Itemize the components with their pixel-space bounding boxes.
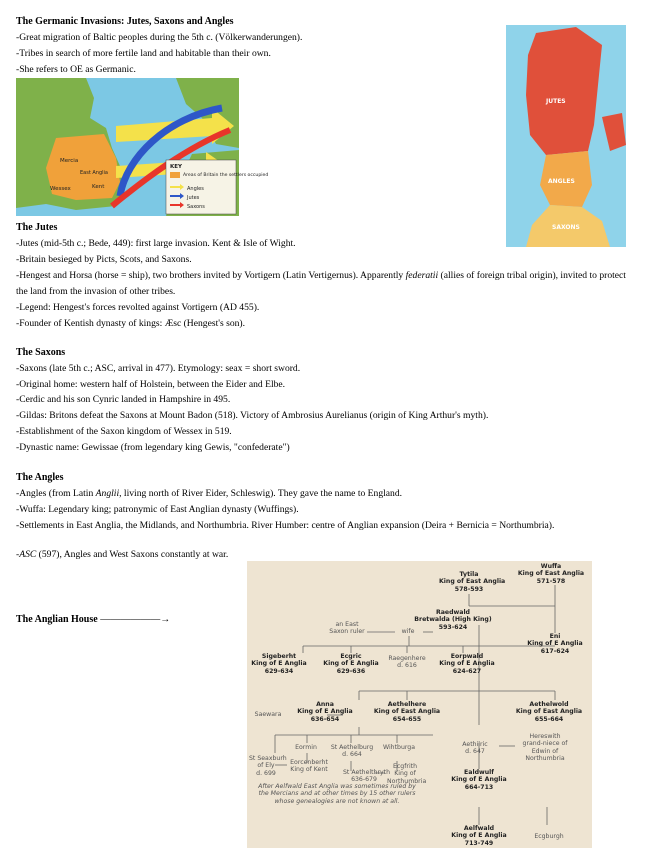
tree-footnote: After Aelfwald East Anglia was sometimes ruled by the Mercians and at other times by 15 other rulers whose genealogies are not known at all. bbox=[258, 783, 416, 805]
text-line: -Great migration of Baltic peoples during the 5th c. (Völkerwanderungen). bbox=[16, 32, 303, 43]
text-paragraph: -Hengest and Horsa (horse = ship), two brothers invited by Vortigern (Latin Vertigernus). Apparently federatii (allies of foreign tribal origin), invited to protect the land from the invasion of other tribes. bbox=[16, 270, 626, 297]
tree-node-eni: Eni King of E Anglia 617-624 bbox=[527, 633, 583, 655]
anglian-family-tree bbox=[247, 561, 592, 848]
key-title: KEY bbox=[170, 164, 183, 170]
text-line: -ASC (597), Angles and West Saxons constantly at war. bbox=[16, 549, 229, 560]
key-angles-label: Angles bbox=[187, 186, 204, 192]
text-line: -Wuffa: Legendary king; patronymic of East Anglian dynasty (Wuffings). bbox=[16, 504, 299, 515]
tree-node-ecgfrith: Ecgfrith King of Northumbria bbox=[387, 763, 427, 785]
text-line: -Britain besieged by Picts, Scots, and Saxons. bbox=[16, 254, 192, 265]
text-line: -Establishment of the Saxon kingdom of Wessex in 519. bbox=[16, 426, 232, 437]
text-line: -Legend: Hengest's forces revolted against Vortigern (AD 455). bbox=[16, 302, 260, 313]
map-label-mercia: Mercia bbox=[60, 158, 79, 164]
tree-node-st-seaxburh: St Seaxburh of Ely d. 699 bbox=[249, 755, 287, 777]
tree-label-wife: wife bbox=[401, 628, 415, 635]
section-heading-saxons: The Saxons bbox=[16, 347, 66, 358]
jutland-map bbox=[506, 25, 626, 247]
tree-node-wuffa: Wuffa King of East Anglia 571-578 bbox=[517, 563, 585, 585]
tree-node-st-aethelburg: St Aethelburg d. 664 bbox=[330, 744, 374, 759]
tree-node-sigeberht: Sigeberht King of E Anglia 629-634 bbox=[251, 653, 307, 675]
text-line: -Cerdic and his son Cynric landed in Hampshire in 495. bbox=[16, 394, 231, 405]
tree-node-anna: Anna King of E Anglia 636-654 bbox=[297, 701, 353, 723]
migration-map bbox=[16, 78, 269, 216]
tree-node-eorcenberht: Eorcenberht King of Kent bbox=[290, 759, 328, 774]
text-paragraph: -Settlements in East Anglia, the Midlands, and Northumbria. River Humber: centre of Anglian expansion (Deira + Bernicia = Northumbria). bbox=[16, 520, 555, 531]
map-label-jutes: JUTES bbox=[546, 98, 566, 105]
key-swatch-occupied bbox=[170, 172, 180, 178]
tree-node-ecgburgh: Ecgburgh bbox=[534, 833, 564, 840]
tree-node-aethilric: Aethilric d. 647 bbox=[462, 741, 488, 756]
map-label-angles: ANGLES bbox=[548, 178, 575, 185]
tree-node-ealdwulf: Ealdwulf King of E Anglia 664-713 bbox=[451, 769, 507, 791]
tree-node-wihtburga: Wihtburga bbox=[382, 744, 416, 751]
key-area-label: Areas of Britain the settlers occupied bbox=[183, 173, 269, 178]
map-label-kent: Kent bbox=[92, 184, 105, 190]
key-jutes-label: Jutes bbox=[187, 195, 200, 201]
text-line: -She refers to OE as Germanic. bbox=[16, 64, 136, 75]
map-label-east-anglia: East Anglia bbox=[80, 170, 108, 176]
tree-node-eormin: Eormin bbox=[295, 744, 317, 751]
key-saxons-label: Saxons bbox=[187, 204, 205, 210]
tree-node-eorpwald: Eorpwald King of E Anglia 624-627 bbox=[439, 653, 495, 675]
tree-node-aethelwold: Aethelwold King of East Anglia 655-664 bbox=[515, 701, 583, 723]
text-line: -Dynastic name: Gewissae (from legendary king Gewis, "confederate") bbox=[16, 442, 290, 453]
text-line: -Saxons (late 5th c.; ASC, arrival in 477). Etymology: seax = short sword. bbox=[16, 363, 301, 374]
jutes-region bbox=[526, 27, 602, 155]
text-line: -Gildas: Britons defeat the Saxons at Mount Badon (518). Victory of Ambrosius Aurelianus (origin of King Arthur's myth). bbox=[16, 410, 489, 421]
tree-node-hereswith: Hereswith grand-niece of Edwin of Northumbria bbox=[522, 733, 568, 762]
text-line: -Jutes (mid-5th c.; Bede, 449): first large invasion. Kent & Isle of Wight. bbox=[16, 238, 296, 249]
section-heading-angles: The Angles bbox=[16, 472, 64, 483]
section-heading-germanic: The Germanic Invasions: Jutes, Saxons and Angles bbox=[16, 16, 234, 27]
text-line: -Tribes in search of more fertile land and habitable than their own. bbox=[16, 48, 271, 59]
arrow-right-icon: ——————→ bbox=[100, 614, 171, 625]
map-label-wessex: Wessex bbox=[50, 186, 71, 192]
tree-node-raedwald: Raedwald Bretwalda (High King) 593-624 bbox=[414, 609, 492, 631]
tree-node-aelfwald: Aelfwald King of E Anglia 713-749 bbox=[451, 825, 507, 847]
tree-node-ecgric: Ecgric King of E Anglia 629-636 bbox=[323, 653, 379, 675]
tree-node-st-aethelthryth: St Aethelthryth 636-679 bbox=[343, 769, 391, 784]
tree-node-aethelhere: Aethelhere King of East Anglia 654-655 bbox=[373, 701, 441, 723]
map-label-saxons: SAXONS bbox=[552, 224, 580, 231]
tree-node-raegenhere: Raegenhere d. 616 bbox=[388, 655, 426, 670]
text-line: -Angles (from Latin Anglii, living north of River Eider, Schleswig). They gave the name to England. bbox=[16, 488, 403, 499]
tree-node-tytila: Tytila King of East Anglia 578-593 bbox=[439, 571, 506, 593]
tree-node-saewara: Saewara bbox=[254, 711, 282, 718]
text-line: -Founder of Kentish dynasty of kings: Æsc (Hengest's son). bbox=[16, 318, 246, 329]
section-heading-jutes: The Jutes bbox=[16, 222, 58, 233]
anglian-house-label: The Anglian House ——————→ bbox=[16, 614, 171, 625]
text-line: -Original home: western half of Holstein, between the Eider and Elbe. bbox=[16, 379, 286, 390]
tree-node-east-saxon: an East Saxon ruler bbox=[329, 621, 365, 636]
